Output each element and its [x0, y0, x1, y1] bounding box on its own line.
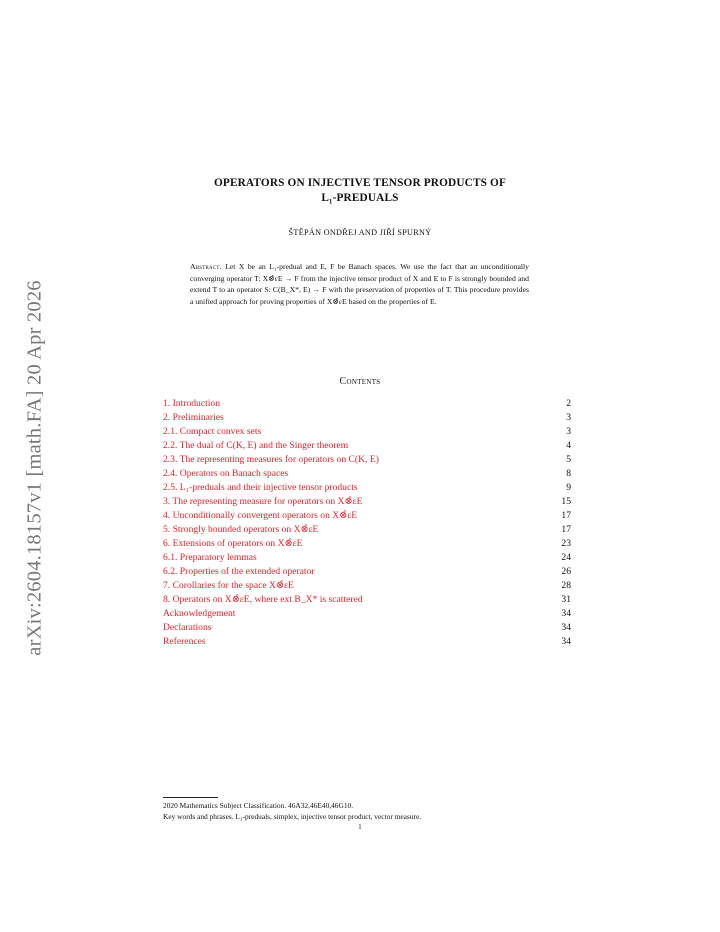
toc-entry-link[interactable]: 1. Introduction — [163, 398, 221, 409]
toc-entry-page: 17 — [561, 510, 571, 521]
toc-entry-link[interactable]: 2.4. Operators on Banach spaces — [163, 468, 289, 479]
toc-entry-link[interactable]: 5. Strongly bounded operators on X⊗̂εE — [163, 524, 319, 535]
toc-entry-page: 3 — [566, 426, 571, 437]
toc-entry[interactable] — [163, 579, 571, 593]
toc-entry-page: 17 — [561, 524, 571, 535]
toc-entry[interactable] — [163, 523, 571, 537]
toc-entry-page: 8 — [566, 468, 571, 479]
toc-entry-link[interactable]: 2.3. The representing measures for operators on C(K, E) — [163, 454, 379, 465]
abstract — [190, 261, 529, 307]
toc-entry-link[interactable]: 6. Extensions of operators on X⊗̂εE — [163, 538, 303, 549]
toc-entry-page: 31 — [561, 594, 571, 605]
toc-entry-link[interactable]: Acknowledgement — [163, 608, 236, 619]
toc-entry-link[interactable]: 2. Preliminaries — [163, 412, 224, 423]
footnote-msc: 2020 Mathematics Subject Classification. 46A32,46E40,46G10. — [163, 801, 354, 810]
page-number: 1 — [358, 824, 362, 831]
toc-entry-page: 2 — [566, 398, 571, 409]
toc-entry[interactable] — [163, 411, 571, 425]
toc-entry[interactable] — [163, 481, 571, 495]
toc-entry-link[interactable]: References — [163, 636, 206, 647]
title-line-2: L₁-PREDUALS — [321, 192, 399, 204]
toc-entry[interactable] — [163, 607, 571, 621]
toc-entry[interactable] — [163, 425, 571, 439]
toc-entry[interactable] — [163, 593, 571, 607]
toc-entry-page: 34 — [561, 636, 571, 647]
paper-title — [170, 176, 550, 206]
toc-entry[interactable] — [163, 565, 571, 579]
toc-entry-link[interactable]: 3. The representing measure for operators on X⊗̂εE — [163, 496, 363, 507]
toc-entry[interactable] — [163, 537, 571, 551]
contents-heading: Contents — [339, 376, 381, 387]
footnote-rule — [163, 797, 218, 798]
toc-entry-page: 34 — [561, 622, 571, 633]
paper-authors: ŠTĚPÁN ONDŘEJ AND JIŘÍ SPURNÝ — [288, 228, 432, 237]
toc-entry-page: 34 — [561, 608, 571, 619]
abstract-text: Let X be an L₁-predual and E, F be Banach spaces. We use the fact that an unconditionally converging operator T: X⊗̂εE → F from the injective tensor product of X and E to F is strongly bounded and extend T to an operator S: C(B_X*, E) → F with the preservation of properties of T. This procedure provides a unified approach for proving properties of X⊗̂εE based on the properties of E. — [190, 262, 530, 306]
toc-entry-page: 9 — [566, 482, 571, 493]
toc-entry-page: 24 — [561, 552, 571, 563]
toc-entry-link[interactable]: 7. Corollaries for the space X⊗̂εE — [163, 580, 294, 591]
toc-entry[interactable] — [163, 551, 571, 565]
toc-entry-link[interactable]: 8. Operators on X⊗̂εE, where ext B_X* is scattered — [163, 594, 363, 605]
toc-entry-link[interactable]: 2.1. Compact convex sets — [163, 426, 262, 437]
toc-entry[interactable] — [163, 495, 571, 509]
toc-entry-page: 15 — [561, 496, 571, 507]
toc-entry-page: 26 — [561, 566, 571, 577]
toc-entry-page: 23 — [561, 538, 571, 549]
toc-entry-page: 4 — [566, 440, 571, 451]
footnote-keywords: Key words and phrases. L₁-preduals, simplex, injective tensor product, vector measure. — [163, 812, 422, 821]
toc-entry[interactable] — [163, 635, 571, 649]
toc-entry-page: 5 — [566, 454, 571, 465]
toc-entry[interactable] — [163, 453, 571, 467]
toc-entry[interactable] — [163, 509, 571, 523]
toc-entry-page: 28 — [561, 580, 571, 591]
toc-entry-link[interactable]: 2.5. L₁-preduals and their injective tensor products — [163, 482, 358, 493]
title-line-1: OPERATORS ON INJECTIVE TENSOR PRODUCTS OF — [213, 177, 507, 189]
toc-entry-page: 3 — [566, 412, 571, 423]
toc-entry-link[interactable]: Declarations — [163, 622, 212, 633]
toc-entry[interactable] — [163, 439, 571, 453]
toc-entry[interactable] — [163, 621, 571, 635]
toc-entry[interactable] — [163, 397, 571, 411]
abstract-label: Abstract. — [190, 262, 222, 271]
table-of-contents — [163, 397, 571, 649]
toc-entry-link[interactable]: 4. Unconditionally convergent operators on X⊗̂εE — [163, 510, 358, 521]
toc-entry-link[interactable]: 6.1. Preparatory lemmas — [163, 552, 257, 563]
toc-entry-link[interactable]: 6.2. Properties of the extended operator — [163, 566, 315, 577]
arxiv-identifier: arXiv:2604.18157v1 [math.FA] 20 Apr 2026 — [23, 280, 46, 656]
toc-entry[interactable] — [163, 467, 571, 481]
toc-entry-link[interactable]: 2.2. The dual of C(K, E) and the Singer theorem — [163, 440, 349, 451]
arxiv-sidebar-stamp — [22, 248, 48, 688]
